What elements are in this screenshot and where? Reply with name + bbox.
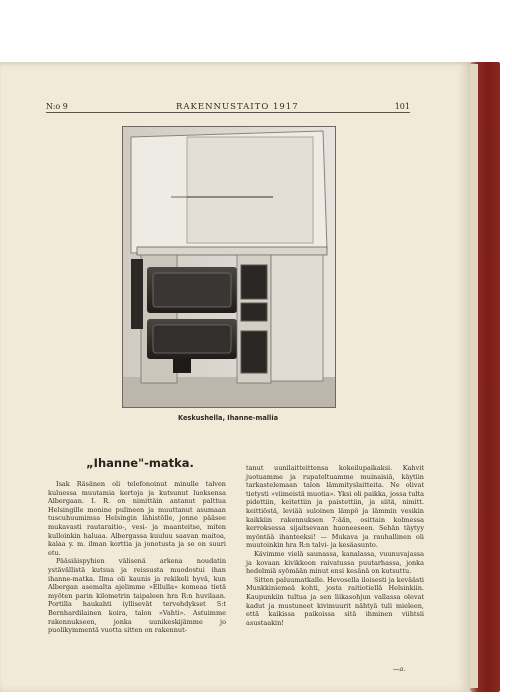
page-number: 101	[394, 102, 410, 111]
article-title: „Ihanne"-matka.	[86, 456, 194, 470]
figure-caption: Keskushella, Ihanne-mallia	[177, 414, 279, 422]
header-rule	[46, 112, 410, 113]
paragraph: tanut uunilaitteittensa kokeilupaikaksi. Kahvit juotuamme ja rupateltuamme muinaisiä, käytiin tarkastelemaan talon lämmityslaitteita. Ne olivat tietysti »viimeistä muotia». Yksi oli paikka, jossa tulta pidettiin, keitettiin ja paistettiin, ja siitä, nimitt. keittiöstä, leviää suloinen lämpö ja lämmin vesikin kaikkiin rakennuksen 7:ään, osittain kolmessa kerroksessa sijaitsevaan huoneeseen. Sehän täytyy myöntää ihanteeksi! — Mukava ja rauhallinen oli muutoinkin hra R:n talvi- ja kesäasunto.	[246, 464, 424, 550]
article-column-right	[246, 464, 424, 627]
paragraph: Kävimme vielä saunassa, kanalassa, vuunuvajassa ja kovaan kivikkoon raivatussa puutarhassa, jonka hedelmiä syömään minut ensi kesänä on kutsuttu.	[246, 549, 424, 576]
paragraph: Sitten paluumatkalle. Hevosella iloisesti ja keväästi Munkkiniemeä kohti, josta raitiotiellä Helsinkiin. Kaupunkiin tultua ja sen liikasohjun vallassa olevat kadut ja mustuneet kivimuurit nähtyä tuli mieleen, että kaikissa paikoissa sitä ihminen viihtsii asustaakin!	[246, 575, 424, 627]
cast-iron-kitchen-range-photo-icon	[123, 127, 335, 407]
book-page	[0, 62, 470, 692]
paragraph: Pääsiäispyhien välisenä arkena noudatin ystävällistä kutsua ja reissusta muodostui ihan ihanne-matka. Ilma oli kaunis ja rekikeli hyvä, kun Albergan asemalta ajelimme »Ellulla» komeaa tietä myöten parin kilometrin taipaleen hra R:n huvilaan. Portilla haukahti iyllisevät tervehdykset S:t Bernhardilainen koira, talon »Vahti». Astuimme rakennukseen, jonka uunikeskijämme jo puolikymmentä vuotta sitten on rakennut-	[48, 557, 226, 635]
article-column-left	[48, 480, 226, 635]
journal-title: RAKENNUSTAITO 1917	[176, 102, 299, 112]
issue-number: N:o 9	[46, 102, 68, 111]
paragraph: Isak Räsänen oli telefonoinut minulle talven kuluessa muutamia kertoja ja kutsunut luoksensa Albergaan. I. R. on nimittäin antanut palttua Helsingille monine pulineen ja muuttanut asumaan tuscuhuumimsa Helsingin lähistölle, jonne pääsee mukavasti rautaraitio-, vesi- ja maanteitse, miten kulloinkin haluaa. Albergassa kuuluu saavan maitoa, kalaa y. m. ilman korttia ja jonotusta ja se on suuri etu.	[48, 480, 226, 557]
stove-photo	[122, 126, 336, 408]
author-signature: —a.	[393, 665, 406, 673]
running-header	[46, 102, 410, 116]
